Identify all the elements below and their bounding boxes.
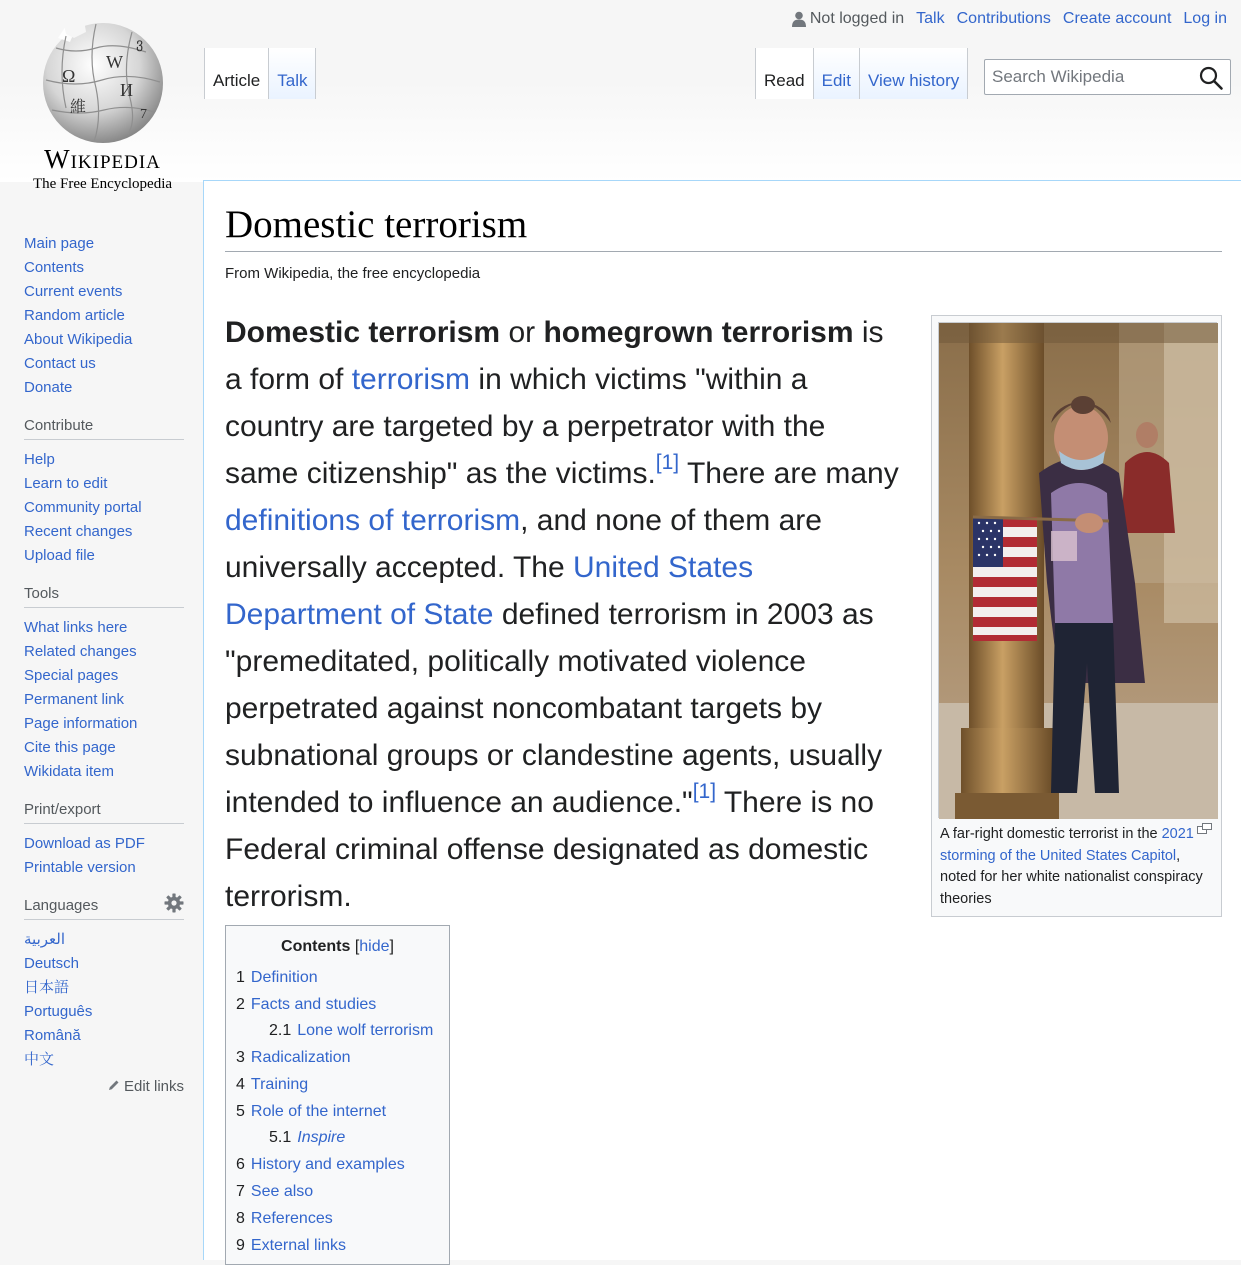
lead-text: defined terrorism in 2003 as "premeditated, politically motivated violence perpetrated against noncombatant targets by subnational groups or clandestine agents, usually intended to influence an audience." [225,598,883,819]
toc-link[interactable]: Role of the internet [250,1103,387,1120]
sidebar-item-about[interactable]: About Wikipedia [24,331,133,348]
sidebar-languages [24,897,184,1095]
wikipedia-logo[interactable] [20,14,185,194]
wikipedia-wordmark: Wikipedia [44,144,161,174]
sidebar-item-related-changes[interactable]: Related changes [24,643,137,660]
toc-hide-toggle[interactable]: hide [359,938,390,955]
lead-text: There are many [679,457,899,490]
toc-number: 3 [236,1049,245,1066]
sidebar-heading-contribute: Contribute [24,417,184,440]
search-box [984,59,1231,95]
sidebar-item-page-information[interactable]: Page information [24,715,138,732]
toc-link[interactable]: Radicalization [250,1049,351,1066]
lead-text: is a form of [225,316,884,396]
reference-1[interactable]: [1] [655,451,680,474]
lang-link-german[interactable]: Deutsch [24,955,80,972]
wikipedia-tagline: The Free Encyclopedia [32,176,173,192]
tab-view-history[interactable]: View history [859,48,968,99]
toc-link[interactable]: Definition [250,969,318,986]
sidebar-item-special-pages[interactable]: Special pages [24,667,119,684]
toc-item-history[interactable] [236,1151,439,1178]
lang-link-romanian[interactable]: Română [24,1027,81,1044]
sidebar-item-help[interactable]: Help [24,451,55,468]
toc-heading: Contents [281,938,351,955]
sidebar-print-export [24,801,184,880]
tab-edit[interactable]: Edit [813,48,859,99]
gear-icon[interactable] [164,893,184,913]
log-in-link[interactable]: Log in [1183,10,1227,27]
sidebar-item-permanent-link[interactable]: Permanent link [24,691,125,708]
toc-link[interactable]: Training [250,1076,309,1093]
toc-number: 4 [236,1076,245,1093]
sidebar-item-what-links-here[interactable]: What links here [24,619,128,636]
lead-text: or [500,316,544,349]
svg-text:維: 維 [70,99,87,116]
personal-talk-link[interactable]: Talk [916,10,945,27]
toc-link[interactable]: References [250,1210,333,1227]
toc-link[interactable]: Lone wolf terrorism [297,1022,434,1039]
sidebar-item-contact[interactable]: Contact us [24,355,96,372]
lead-text: , and none of them are universally accepted. The [225,504,822,584]
toc-list [236,964,439,1259]
toc-item-lone-wolf[interactable] [236,1018,439,1044]
toc-number: 2.1 [269,1022,292,1039]
bold-term-homegrown: homegrown terrorism [543,316,854,349]
wikipedia-globe-icon [36,18,170,144]
lang-link-portuguese[interactable]: Português [24,1003,93,1020]
sidebar-heading-languages: Languages [24,897,184,920]
svg-text:ვ: ვ [136,37,144,52]
toc-link[interactable]: History and examples [250,1156,405,1173]
lead-text: in which victims "within a country are targeted by a perpetrator with the same citizenship" as the victims. [225,363,826,490]
tab-article[interactable]: Article [204,48,268,99]
toc-link[interactable]: Facts and studies [250,996,377,1013]
link-us-department-of-state[interactable]: United States Department of State [225,551,754,631]
view-tabs [755,48,968,99]
link-2021-capitol-storming[interactable]: 2021 storming of the United States Capitol [940,826,1194,864]
search-input[interactable] [992,60,1192,94]
toc-item-see-also[interactable] [236,1178,439,1205]
sidebar-item-contents[interactable]: Contents [24,259,85,276]
toc-item-role-of-internet[interactable] [236,1098,439,1125]
contributions-link[interactable]: Contributions [956,10,1051,27]
sidebar-navigation [24,232,184,400]
not-logged-in [792,10,904,28]
toc-number: 5 [236,1103,245,1120]
sidebar-item-cite-this-page[interactable]: Cite this page [24,739,116,756]
toc-link[interactable]: Inspire [297,1129,346,1146]
bold-term-domestic: Domestic terrorism [225,316,501,349]
sidebar-item-community-portal[interactable]: Community portal [24,499,142,516]
sidebar-heading-print: Print/export [24,801,184,824]
lead-text: There is no Federal criminal offense designated as domestic terrorism. [225,786,874,913]
toc-number: 7 [236,1183,245,1200]
personal-tools [792,10,1227,28]
sidebar-item-download-pdf[interactable]: Download as PDF [24,835,145,852]
search-icon[interactable] [1198,65,1224,91]
create-account-link[interactable]: Create account [1062,10,1172,27]
edit-links-label: Edit links [123,1078,184,1095]
edit-links[interactable] [24,1078,184,1095]
page-title: Domestic terrorism [225,203,1222,252]
link-terrorism[interactable]: terrorism [351,363,471,396]
sidebar-item-current-events[interactable]: Current events [24,283,123,300]
content-area [203,180,1241,1260]
toc-number: 5.1 [269,1129,292,1146]
lang-link-arabic[interactable]: العربية [24,931,65,948]
tab-read[interactable]: Read [755,48,813,99]
sidebar-contribute [24,417,184,568]
toc-item-references[interactable] [236,1205,439,1232]
sidebar-item-wikidata-item[interactable]: Wikidata item [24,763,115,780]
sidebar-item-printable-version[interactable]: Printable version [24,859,136,876]
pencil-icon [108,1079,120,1091]
lang-link-japanese[interactable]: 日本語 [24,979,70,996]
svg-text:W: W [106,52,123,72]
namespace-tabs [204,48,316,99]
thumbnail-caption [940,824,1210,910]
toc-item-external-links[interactable] [236,1232,439,1259]
toc-link[interactable]: External links [250,1237,347,1254]
thumbnail-image[interactable] [938,322,1217,818]
site-subtitle: From Wikipedia, the free encyclopedia [225,265,481,282]
svg-text:7: 7 [140,107,147,122]
caption-text: A far-right domestic terrorist in the [940,826,1162,842]
thumbnail-figure [931,315,1222,917]
sidebar-heading-tools: Tools [24,585,184,608]
toc-number: 2 [236,996,245,1013]
toc-item-radicalization[interactable] [236,1044,439,1071]
sidebar-item-random-article[interactable]: Random article [24,307,125,324]
lang-link-chinese[interactable]: 中文 [24,1051,55,1068]
sidebar-item-upload-file[interactable]: Upload file [24,547,95,564]
toc-number: 8 [236,1210,245,1227]
sidebar-item-main-page[interactable]: Main page [24,235,95,252]
sidebar-item-learn-to-edit[interactable]: Learn to edit [24,475,108,492]
sidebar-tools [24,585,184,784]
toc-item-training[interactable] [236,1071,439,1098]
toc-item-facts-and-studies[interactable] [236,991,439,1018]
header-gradient [0,80,1241,182]
toc-item-definition[interactable] [236,964,439,991]
sidebar-item-recent-changes[interactable]: Recent changes [24,523,133,540]
user-icon [792,11,806,27]
capitol-rioter-photo [939,323,1218,819]
svg-text:И: И [120,80,133,100]
tab-talk[interactable]: Talk [268,48,316,99]
svg-text:Ω: Ω [62,66,76,86]
toc-title: Contents [hide] [281,938,394,955]
toc-number: 1 [236,969,245,986]
toc-number: 6 [236,1156,245,1173]
toc-link[interactable]: See also [250,1183,314,1200]
toc-number: 9 [236,1237,245,1254]
link-definitions-of-terrorism[interactable]: definitions of terrorism [225,504,521,537]
toc-item-inspire[interactable] [236,1125,439,1151]
reference-1-second[interactable]: [1] [692,780,717,803]
sidebar [0,230,204,1095]
not-logged-in-label: Not logged in [809,10,905,27]
table-of-contents [225,925,450,1265]
caption-text: , noted for her white nationalist conspiracy theories [940,847,1203,907]
lead-paragraph [225,309,905,920]
sidebar-item-donate[interactable]: Donate [24,379,73,396]
